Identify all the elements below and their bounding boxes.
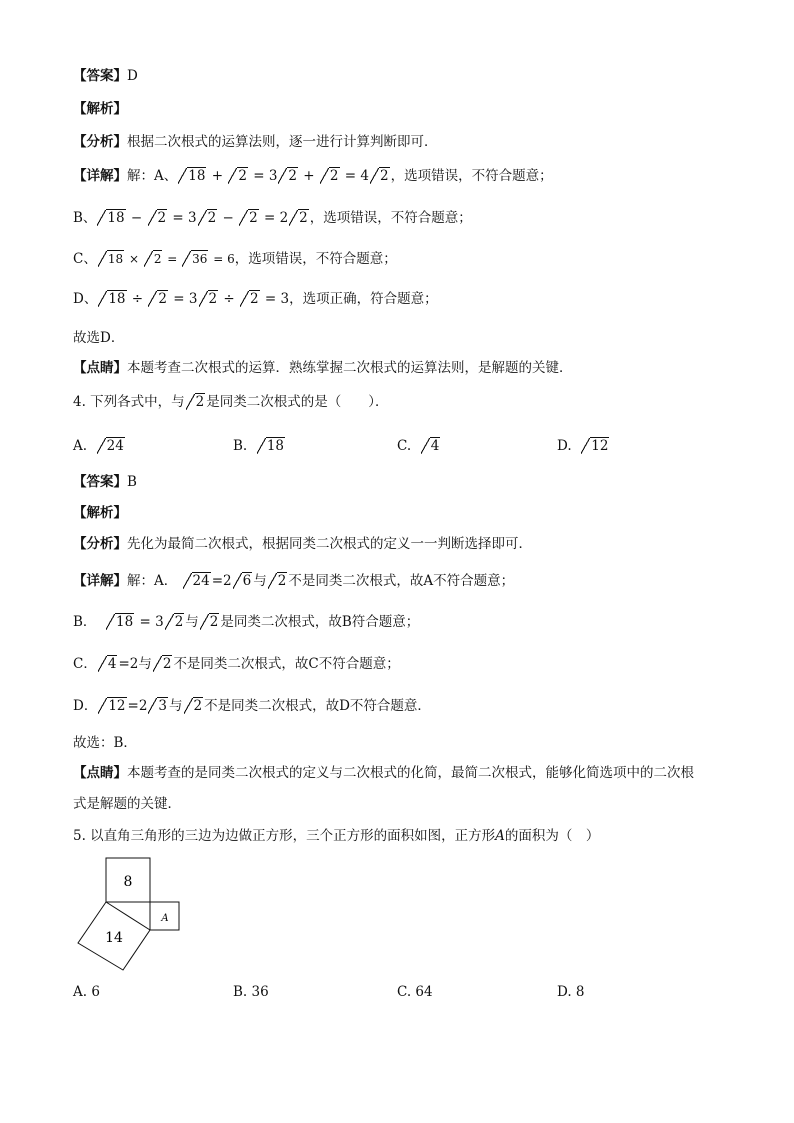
math-expr: 12 =2 3 与 2 — [97, 698, 204, 714]
detail-d-prefix: D、 — [73, 291, 98, 307]
detail-b-prefix: B、 — [73, 210, 97, 226]
detail-c-tail: 不是同类二次根式，故C不符合题意； — [173, 656, 400, 672]
q4-stem-suffix: 是同类二次根式的是（ ）． — [206, 394, 389, 410]
pythagoras-squares-figure — [73, 850, 185, 972]
answer-tag: 【答案】 — [73, 474, 127, 490]
fenxi-text: 先化为最简二次根式，根据同类二次根式的定义一一判断选择即可． — [127, 536, 532, 552]
math-expr: 18 ÷ 2 = 3 2 ÷ 2 = 3 — [97, 291, 289, 307]
q4-option-d — [557, 436, 610, 456]
detail-a-tail: ，选项错误，不符合题意； — [390, 168, 553, 184]
detail-a-tail: 不是同类二次根式，故A不符合题意； — [288, 573, 515, 589]
detail-b-prefix: B． — [73, 614, 97, 630]
q5-option-b: B. 36 — [233, 984, 269, 1000]
left-square-label: 14 — [105, 930, 123, 946]
q5-stem — [73, 826, 599, 846]
q3-fenxi-line — [73, 132, 438, 152]
dianjing-text: 本题考查二次根式的运算．熟练掌握二次根式的运算法则，是解题的关键． — [127, 360, 573, 376]
q4-stem — [73, 392, 389, 412]
math-expr: 2 — [186, 392, 206, 412]
answer-value: B — [127, 474, 137, 490]
q4-option-c — [397, 436, 441, 456]
q4-stem-prefix: 4. 下列各式中，与 — [73, 394, 185, 410]
q5-stem-suffix: 的面积为（ ） — [504, 828, 600, 844]
math-expr: 18 − 2 = 3 2 − 2 = 2 2 — [96, 210, 309, 226]
q3-detail-d — [73, 289, 438, 309]
q5-stem-var: A — [495, 828, 505, 844]
option-label: D. — [557, 438, 572, 454]
math-expr: 18 + 2 = 3 2 + 2 = 4 2 — [177, 168, 390, 184]
detail-d-prefix: D． — [73, 698, 98, 714]
q3-detail-c — [73, 249, 397, 269]
dianjing-tag: 【点睛】 — [73, 360, 127, 376]
q4-detail-d — [73, 696, 431, 716]
math-expr: 18 × 2 = 36 = 6 — [97, 252, 235, 266]
q3-dianjing-line — [73, 358, 573, 378]
answer-tag: 【答案】 — [73, 68, 127, 84]
fenxi-text: 根据二次根式的运算法则，逐一进行计算判断即可． — [127, 134, 438, 150]
detail-d-tail: 不是同类二次根式，故D不符合题意． — [204, 698, 431, 714]
q3-conclusion: 故选D． — [73, 330, 125, 346]
detail-b-tail: 是同类二次根式，故B符合题意； — [220, 614, 420, 630]
option-radicand: 24 — [106, 438, 124, 454]
q4-detail-a — [73, 571, 514, 591]
q3-detail-b — [73, 208, 472, 228]
q4-detail-b — [73, 612, 419, 632]
xiangjie-tag: 【详解】 — [73, 573, 127, 589]
q4-detail-c — [73, 654, 400, 674]
detail-c-prefix: C． — [73, 656, 97, 672]
q4-option-b — [233, 436, 286, 456]
math-expr: 4 =2与 2 — [97, 656, 174, 672]
q3-analysis-tag: 【解析】 — [73, 101, 127, 117]
detail-d-tail: ，选项正确，符合题意； — [289, 291, 438, 307]
option-radicand: 4 — [430, 438, 440, 454]
option-label: C. — [397, 438, 412, 454]
q4-fenxi-line — [73, 534, 532, 554]
detail-a-prefix: 解：A、 — [127, 168, 178, 184]
xiangjie-tag: 【详解】 — [73, 168, 127, 184]
math-expr: 24 =2 6 与 2 — [182, 573, 289, 589]
q5-option-d: D. 8 — [557, 984, 585, 1000]
answer-value: D — [127, 68, 138, 84]
math-expr: 18 = 3 2 与 2 — [105, 614, 220, 630]
detail-b-tail: ，选项错误，不符合题意； — [309, 210, 472, 226]
dianjing-tag: 【点睛】 — [73, 765, 127, 781]
option-label: A. — [73, 438, 88, 454]
fenxi-tag: 【分析】 — [73, 536, 127, 552]
q4-dianjing-line — [73, 763, 694, 783]
q5-stem-prefix: 5. 以直角三角形的三边为边做正方形，三个正方形的面积如图，正方形 — [73, 828, 496, 844]
q5-option-c: C. 64 — [397, 984, 433, 1000]
q3-detail-a — [73, 166, 553, 186]
detail-c-tail: ，选项错误，不符合题意； — [234, 251, 397, 267]
q5-option-a: A. 6 — [73, 984, 100, 1000]
detail-c-prefix: C、 — [73, 251, 97, 267]
q4-answer-line — [73, 472, 137, 492]
q3-answer-line — [73, 66, 138, 86]
q4-conclusion: 故选：B． — [73, 735, 137, 751]
top-square-label: 8 — [123, 874, 133, 890]
dianjing-text: 本题考查的是同类二次根式的定义与二次根式的化简，最简二次根式，能够化简选项中的二次根 — [127, 765, 694, 781]
q4-analysis-tag: 【解析】 — [73, 505, 127, 521]
option-label: B. — [233, 438, 248, 454]
option-radicand: 18 — [266, 438, 284, 454]
q4-dianjing-line-2: 式是解题的关键． — [73, 796, 181, 812]
q4-option-a — [73, 436, 126, 456]
right-square-label: A — [161, 913, 169, 924]
fenxi-tag: 【分析】 — [73, 134, 127, 150]
option-radicand: 12 — [591, 438, 609, 454]
detail-a-prefix: 解：A． — [127, 573, 178, 589]
